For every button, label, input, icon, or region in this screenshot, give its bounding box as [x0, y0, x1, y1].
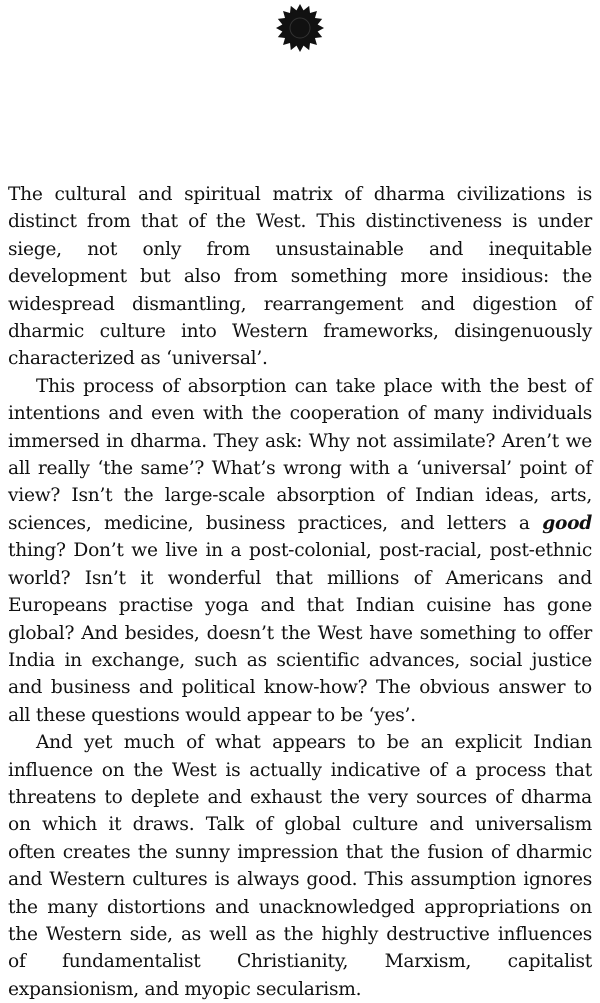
emphasized-word: good	[542, 512, 592, 534]
body-text	[8, 181, 592, 1003]
paragraph-2-end: thing? Don’t we live in a post-colonial, post-racial, post-ethnic world? Isn’t it wonderful that millions of Americans and Europeans practise yoga and that Indian cuisine has gone global? And besides, doesn’t the West have something to offer India in exchange, such as scientific advances, social justice and business and political know-how? The obvious answer to all these questions would appear to be ‘yes’.	[8, 540, 592, 726]
paragraph-2-start: This process of absorption can take place with the best of intentions and even with the cooperation of many individuals immersed in dharma. They ask: Why not assimilate? Aren’t we all really ‘the same’? What’s wrong with a ‘universal’ point of view? Isn’t the large-scale absorption of Indian ideas, arts, sciences, medicine, business practices, and letters a	[8, 375, 592, 534]
paragraph-2	[8, 373, 592, 729]
paragraph-1: The cultural and spiritual matrix of dharma civilizations is distinct from that of the West. This distinctiveness is under siege, not only from unsustainable and inequitable development but also from something more insidious: the widespread dismantling, rearrangement and digestion of dharmic culture into Western frameworks, disingenuously characterized as ‘universal’.	[8, 184, 592, 370]
paragraph-3: And yet much of what appears to be an explicit Indian influence on the West is actually indicative of a process that threatens to deplete and exhaust the very sources of dharma on which it draws. Talk of global culture and universalism often creates the sunny impression that the fusion of dharmic and Western cultures is always good. This assumption ignores the many distortions and unacknowledged appropriations on the Western side, as well as the highly destructive influences of fundamentalist Christianity, Marxism, capitalist expansionism, and myopic secularism.	[8, 732, 592, 1000]
lotus-seal-icon	[270, 0, 330, 60]
